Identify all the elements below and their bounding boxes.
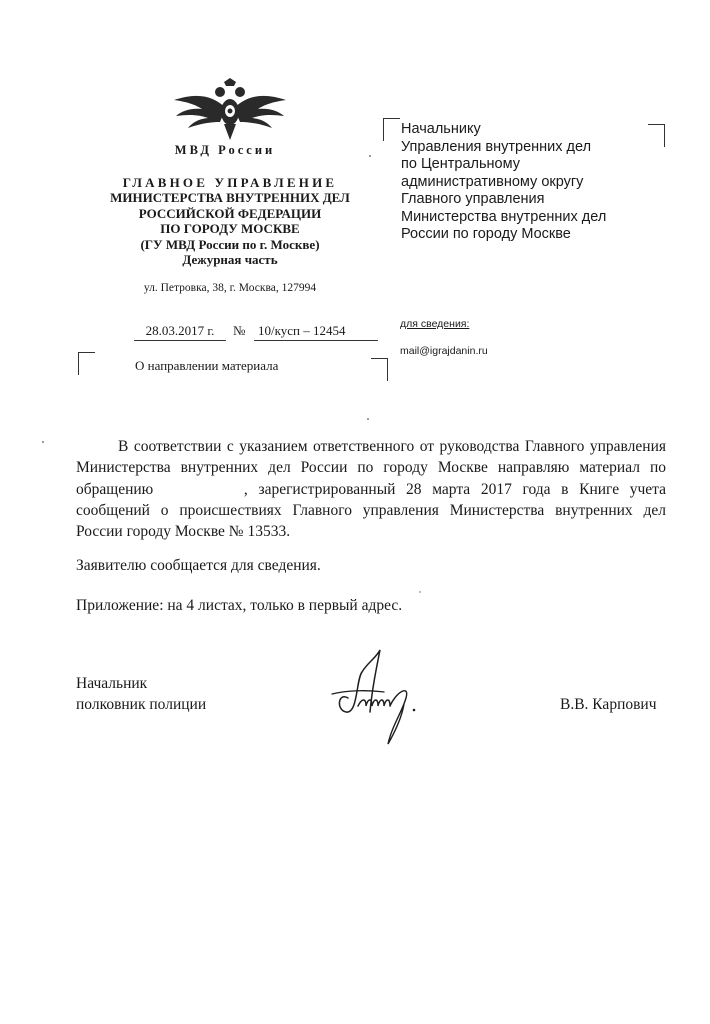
recipient-line-7: России по городу Москве: [401, 226, 571, 242]
recipient-block: [401, 121, 641, 244]
document-subject: О направлении материала: [135, 358, 279, 373]
recipient-line-6: Министерства внутренних дел: [401, 208, 607, 225]
signer-rank: полковник полиции: [76, 696, 207, 713]
body-paragraph-part-2: , зарегистрированный 28 марта 2017 года в Книге учета сообщений о происшествиях Главного управления Министерства внутренних дел России городу Москве № 13533.: [76, 480, 667, 541]
org-line-2: МИНИСТЕРСТВА ВНУТРЕННИХ ДЕЛ: [110, 190, 350, 206]
org-line-3: РОССИЙСКОЙ ФЕДЕРАЦИИ: [138, 205, 322, 221]
recipient-line-5: Главного управления: [401, 191, 545, 207]
registration-number-sign: №: [233, 323, 246, 338]
subject-corner-left: [78, 352, 95, 375]
recipient-line-1: Начальнику: [401, 121, 481, 137]
recipient-corner-right: [648, 124, 665, 147]
registration-number: 10/кусп – 12454: [254, 323, 378, 341]
ministry-short-title: МВД России: [174, 143, 276, 157]
body-paragraph-main: [76, 436, 666, 542]
registration-date: 28.03.2017 г.: [134, 323, 226, 341]
recipient-line-3: по Центральному: [401, 156, 520, 172]
organization-address: ул. Петровка, 38, г. Москва, 127994: [143, 282, 317, 294]
subject-corner-right: [371, 358, 388, 381]
cc-email: mail@igrajdanin.ru: [400, 345, 488, 357]
mvd-emblem-icon: [168, 78, 292, 142]
org-line-6: Дежурная часть: [182, 252, 278, 268]
signer-position: Начальник: [76, 675, 148, 692]
recipient-line-2: Управления внутренних дел: [401, 138, 592, 155]
body-paragraph-part-1: В соответствии с указанием ответственного от руководства Главного управления Министерства внутренних дел России по городу Москве направляю материал по обращению: [76, 438, 666, 498]
org-line-5: (ГУ МВД России по г. Москве): [140, 236, 320, 252]
org-line-4: ПО ГОРОДУ МОСКВЕ: [160, 221, 300, 237]
body-paragraph-attachment: Приложение: на 4 листах, только в первый адрес.: [76, 597, 403, 614]
recipient-line-4: административному округу: [401, 173, 584, 190]
signer-name: В.В. Карпович: [560, 696, 657, 713]
for-information-label: для сведения:: [400, 318, 470, 330]
issuing-organization: [80, 175, 380, 267]
body-paragraph-notice: Заявителю сообщается для сведения.: [76, 557, 321, 574]
handwritten-signature: [318, 640, 428, 750]
org-line-1: ГЛАВНОЕ УПРАВЛЕНИЕ: [122, 175, 338, 190]
recipient-corner-left: [383, 118, 400, 141]
